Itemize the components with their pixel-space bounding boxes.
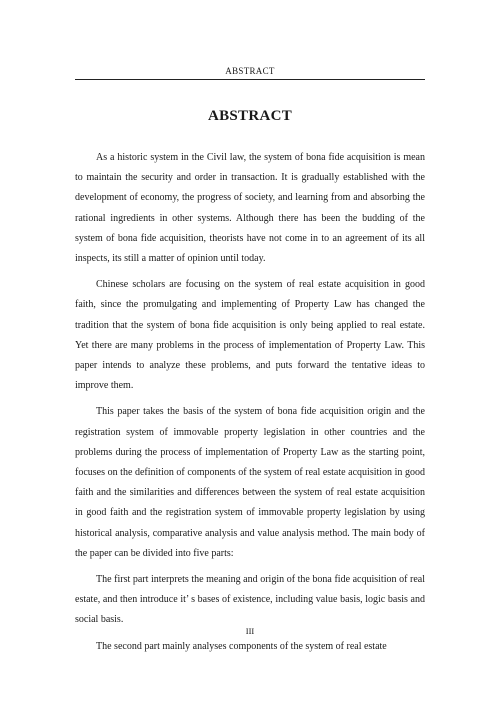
header-divider xyxy=(75,79,425,80)
paragraph-1: As a historic system in the Civil law, the system of bona fide acquisition is mean to maintain the security and order in transaction. It is gradually established with the development of economy, the progress of society, and learning from and absorbing the rational ingredients in other systems. Although there has been the budding of the system of bona fide acquisition, theorists have not come in to an agreement of its all inspects, its still a matter of opinion until today. xyxy=(75,152,425,265)
abstract-body xyxy=(75,148,425,663)
paragraph-2: Chinese scholars are focusing on the system of real estate acquisition in good faith, since the promulgating and implementing of Property Law has changed the tradition that the system of bona fide acquisition is only being applied to real estate. Yet there are many problems in the process of implementation of Property Law. This paper intends to analyze these problems, and puts forward the tentative ideas to improve them. xyxy=(75,279,425,392)
paragraph-4: The first part interprets the meaning and origin of the bona fide acquisition of real estate, and then introduce it’ s bases of existence, including value basis, logic basis and social basis. xyxy=(75,574,425,626)
paragraph-5: The second part mainly analyses components of the system of real estate xyxy=(96,640,387,652)
paragraph-3: This paper takes the basis of the system of bona fide acquisition origin and the registration system of immovable property legislation in other countries and the problems during the process of implementation of Property Law as the starting point, focuses on the definition of components of the system of real estate acquisition in good faith and the similarities and differences between the system of real estate acquisition in good faith and the registration system of immovable property legislation by using historical analysis, comparative analysis and value analysis method. The main body of the paper can be divided into five parts: xyxy=(75,406,425,559)
page-title: ABSTRACT xyxy=(207,108,293,124)
page-number: III xyxy=(245,626,255,636)
running-header: ABSTRACT xyxy=(225,66,275,76)
